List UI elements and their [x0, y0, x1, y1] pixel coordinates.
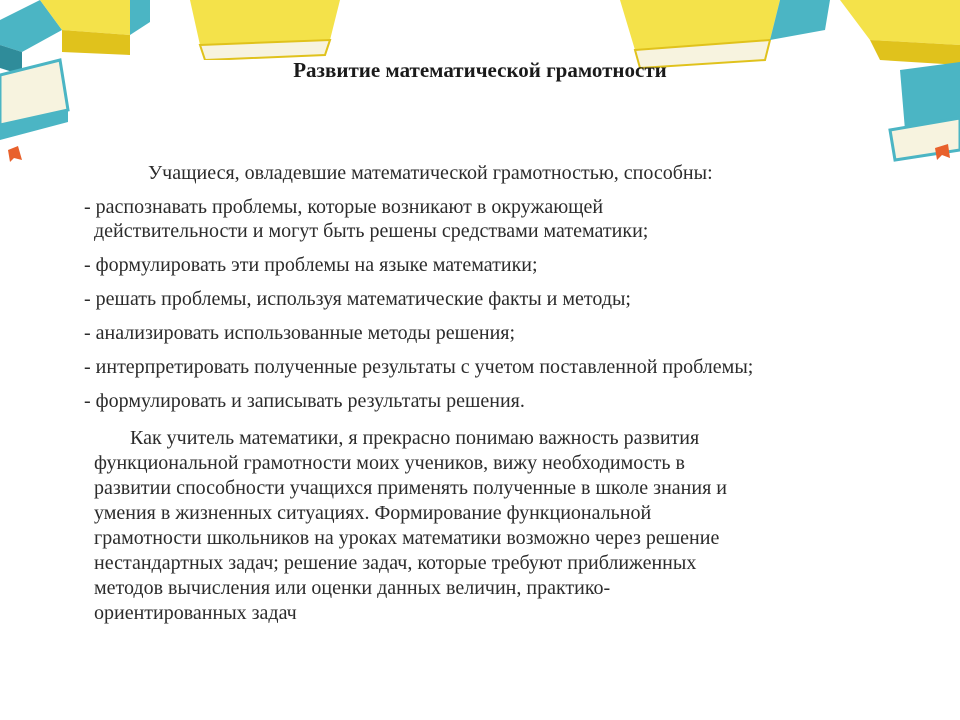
list-item-text: - формулировать и записывать результаты решения. [84, 390, 525, 412]
book-illustration-center-left [190, 0, 340, 60]
list-item [84, 321, 904, 345]
paragraph-line: Как учитель математики, я прекрасно понимаю важность развития [130, 427, 700, 449]
list-item [84, 389, 904, 413]
books-illustration-left [0, 0, 150, 170]
list-item-text: - решать проблемы, используя математические факты и методы; [84, 288, 631, 310]
ability-list [84, 195, 904, 423]
list-item-text: - анализировать использованные методы решения; [84, 322, 516, 344]
paragraph-line: методов вычисления или оценки данных величин, практико- [94, 577, 611, 599]
list-item [84, 195, 904, 243]
teacher-paragraph [94, 426, 884, 626]
list-item-continuation: действительности и могут быть решены средствами математики; [94, 220, 649, 242]
list-item [84, 287, 904, 311]
books-illustration-right [810, 0, 960, 170]
intro-text: Учащиеся, овладевшие математической грамотностью, способны: [148, 162, 713, 184]
paragraph-line: умения в жизненных ситуациях. Формирование функциональной [94, 502, 652, 524]
paragraph-line: развитии способности учащихся применять полученные в школе знания и [94, 477, 727, 499]
list-item-text: - интерпретировать полученные результаты с учетом поставленной проблемы; [84, 356, 754, 378]
paragraph-line: нестандартных задач; решение задач, которые требуют приближенных [94, 552, 697, 574]
list-item [84, 253, 904, 277]
slide-title: Развитие математической грамотности [293, 58, 667, 82]
paragraph-line: ориентированных задач [94, 602, 297, 624]
paragraph-line: функциональной грамотности моих учеников, вижу необходимость в [94, 452, 685, 474]
list-item-text: - распознавать проблемы, которые возникают в окружающей [84, 196, 604, 218]
paragraph-line: грамотности школьников на уроках математики возможно через решение [94, 527, 720, 549]
list-item-text: - формулировать эти проблемы на языке математики; [84, 254, 538, 276]
list-item [84, 355, 904, 379]
